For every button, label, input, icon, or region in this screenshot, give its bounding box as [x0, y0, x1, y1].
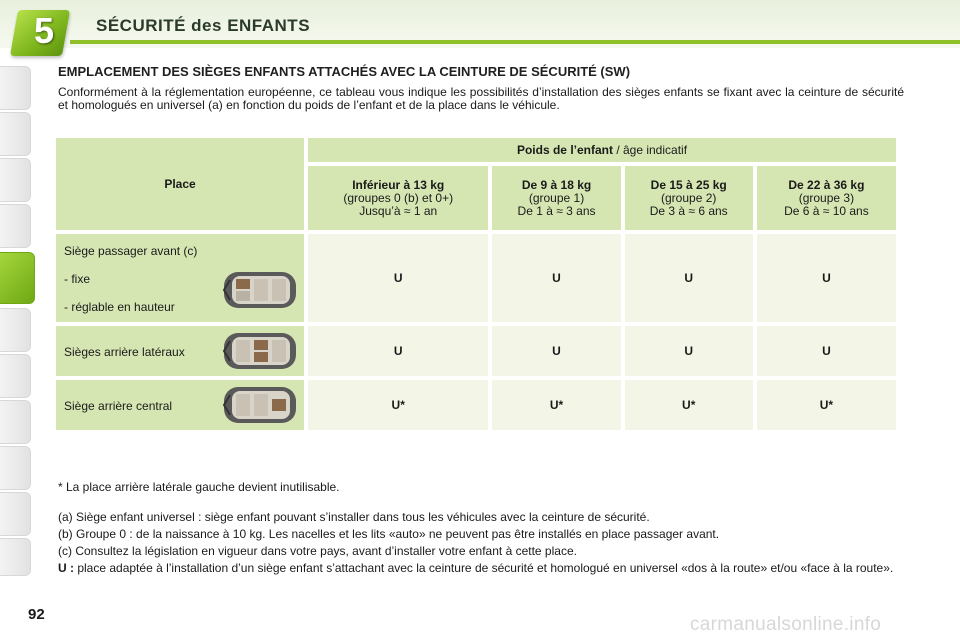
chapter-tab-2[interactable] — [0, 112, 31, 156]
place-sub-adjustable: - réglable en hauteur — [64, 300, 175, 314]
note-c — [58, 545, 904, 558]
page-number: 92 — [28, 606, 45, 623]
value-cell: U — [757, 234, 896, 322]
chapter-number: 5 — [33, 10, 55, 51]
chapter-tab-7[interactable] — [0, 354, 31, 398]
place-cell-front-passenger — [56, 234, 304, 322]
value-cell: U — [308, 234, 488, 322]
column-title: De 22 à 36 kg — [788, 177, 865, 192]
chapter-tab-10[interactable] — [0, 492, 31, 536]
chapter-tab-5-active[interactable] — [0, 252, 35, 304]
value-cell: U — [625, 234, 753, 322]
value-cell: U* — [625, 380, 753, 430]
chapter-tab-9[interactable] — [0, 446, 31, 490]
value-cell: U* — [308, 380, 488, 430]
column-header-4 — [757, 166, 896, 230]
column-age: De 6 à ≈ 10 ans — [784, 203, 869, 218]
value-cell: U* — [757, 380, 896, 430]
chapter-tab-3[interactable] — [0, 158, 31, 202]
place-cell-rear-outer — [56, 326, 304, 376]
place-header: Place — [56, 138, 304, 230]
chapter-tab-8[interactable] — [0, 400, 31, 444]
place-label: Sièges arrière latéraux — [64, 345, 185, 359]
note-key: (b) — [58, 527, 76, 541]
value-cell: U — [757, 326, 896, 376]
place-cell-rear-center — [56, 380, 304, 430]
column-group: (groupes 0 (b) et 0+) — [343, 190, 454, 205]
watermark: carmanualsonline.info — [690, 614, 882, 635]
note-b — [58, 528, 904, 541]
value-cell: U* — [492, 380, 620, 430]
column-age: Jusqu’à ≈ 1 an — [359, 203, 438, 218]
column-age: De 3 à ≈ 6 ans — [649, 203, 728, 218]
chapter-tab-1[interactable] — [0, 66, 31, 110]
column-title: De 9 à 18 kg — [521, 177, 592, 192]
child-seat-table — [52, 134, 900, 434]
weight-header-rest: / âge indicatif — [612, 143, 688, 157]
value-cell: U — [492, 326, 620, 376]
column-group: (groupe 2) — [661, 190, 717, 205]
column-group: (groupe 1) — [528, 190, 585, 205]
place-sub-fixed: - fixe — [64, 272, 91, 286]
column-header-1 — [308, 166, 488, 230]
table-row — [56, 326, 896, 376]
table-row — [56, 234, 896, 322]
note-text: Groupe 0 : de la naissance à 10 kg. Les nacelles et les lits «auto» ne peuvent pas être installés en place passager avant. — [76, 527, 720, 541]
column-age: De 1 à ≈ 3 ans — [517, 203, 596, 218]
weight-header-bold: Poids de l’enfant — [516, 143, 613, 157]
weight-header — [308, 138, 896, 162]
notes-list — [58, 511, 904, 579]
table-row — [56, 380, 896, 430]
note-text: place adaptée à l’installation d’un siège enfant s’attachant avec la ceinture de sécurité et homologué en universel «dos à la route» et/ou «face à la route». — [77, 561, 894, 575]
chapter-tabs — [0, 66, 36, 576]
header-rule — [70, 40, 960, 44]
chapter-tab-11[interactable] — [0, 538, 31, 576]
note-u — [58, 562, 904, 575]
note-key: (c) — [58, 544, 76, 558]
place-label: Siège arrière central — [64, 399, 173, 413]
value-cell: U — [625, 326, 753, 376]
car-seat-rear-outer-icon — [222, 329, 298, 373]
footnote-star: * La place arrière latérale gauche devient inutilisable. — [58, 480, 340, 494]
note-key: U : — [58, 561, 78, 575]
place-label: Siège passager avant (c) — [64, 244, 198, 258]
note-a — [58, 511, 904, 524]
intro-paragraph: Conformément à la réglementation européenne, ce tableau vous indique les possibilités d’installation des sièges enfants se fixant avec la ceinture de sécurité et homologués en universel (a) en fonction du poids de l’enfant et de la place dans le véhicule. — [58, 85, 904, 112]
chapter-title: SÉCURITÉ des ENFANTS — [96, 16, 311, 35]
car-seat-rear-center-icon — [222, 383, 298, 427]
column-title: Inférieur à 13 kg — [352, 177, 445, 192]
note-text: Siège enfant universel : siège enfant pouvant s’installer dans tous les véhicules avec la ceinture de sécurité. — [76, 510, 650, 524]
chapter-tab-6[interactable] — [0, 308, 31, 352]
car-seat-front-passenger-icon — [222, 268, 298, 312]
value-cell: U — [492, 234, 620, 322]
column-header-2 — [492, 166, 620, 230]
value-cell: U — [308, 326, 488, 376]
column-group: (groupe 3) — [798, 190, 855, 205]
note-key: (a) — [58, 510, 76, 524]
chapter-tab-4[interactable] — [0, 204, 31, 248]
section-title: EMPLACEMENT DES SIÈGES ENFANTS ATTACHÉS AVEC LA CEINTURE DE SÉCURITÉ (SW) — [58, 64, 631, 79]
note-text: Consultez la législation en vigueur dans votre pays, avant d’installer votre enfant à cette place. — [75, 544, 577, 558]
column-title: De 15 à 25 kg — [650, 177, 727, 192]
column-header-3 — [625, 166, 753, 230]
